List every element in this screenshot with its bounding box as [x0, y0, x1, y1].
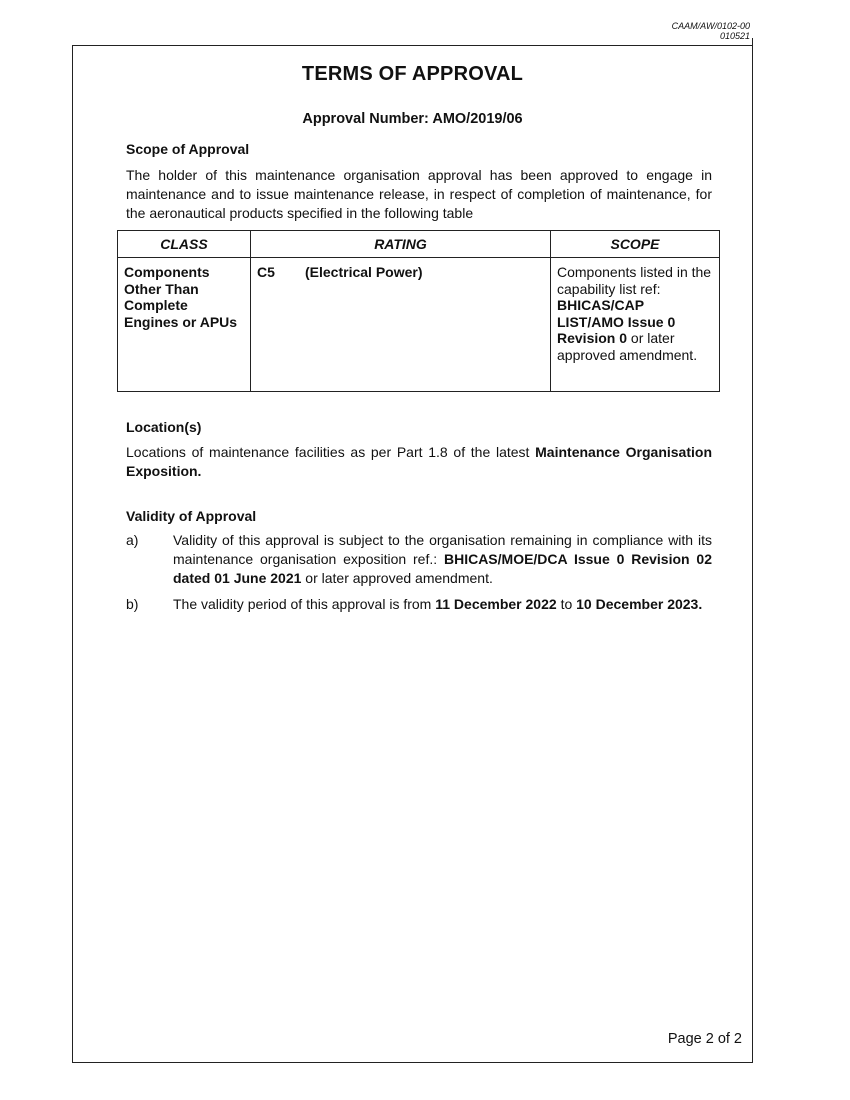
page-frame-bottom: [72, 1062, 753, 1063]
class-line: Engines or APUs: [124, 313, 238, 330]
list-marker: a): [126, 532, 139, 548]
class-line: Other Than: [124, 280, 199, 297]
validity-a-bold: BHICAS/MOE/DCA Issue 0 Revision 02 dated 01 June 2021: [173, 551, 712, 586]
scope-cell-tail: or later approved amendment.: [557, 330, 698, 363]
validity-item-b-text: [173, 595, 712, 614]
rating-code: C5: [257, 264, 275, 280]
validity-a-tail: or later approved amendment.: [305, 570, 493, 586]
page-number: Page 2 of 2: [667, 1031, 742, 1047]
scope-cell-text: Components listed in the capability list ref:: [557, 264, 712, 297]
validity-item-a-text: [173, 531, 712, 588]
approval-number: Approval Number: AMO/2019/06: [302, 111, 523, 127]
locations-heading: Location(s): [126, 419, 202, 435]
rating-description: (Electrical Power): [305, 264, 423, 280]
class-cell: [118, 258, 251, 392]
form-reference-code: CAAM/AW/0102-00: [671, 21, 750, 31]
table-header-row: [118, 231, 720, 258]
validity-heading: Validity of Approval: [126, 508, 257, 524]
form-reference: [672, 21, 750, 41]
scope-heading: Scope of Approval: [126, 141, 250, 157]
page-frame-left: [72, 45, 73, 1063]
validity-a-plain: Validity of this approval is subject to the organisation remaining in compliance with its maintenance organisation exposition ref.:: [173, 532, 712, 567]
locations-text-plain: Locations of maintenance facilities as per Part 1.8 of the latest: [126, 444, 530, 460]
table-row: [118, 258, 720, 392]
validity-b-connector: to: [560, 596, 573, 612]
scope-cell: [551, 258, 720, 392]
validity-date-to: 10 December 2023.: [576, 596, 703, 612]
form-reference-date: 010521: [719, 31, 750, 41]
header-class: CLASS: [118, 231, 251, 258]
document-title: TERMS OF APPROVAL: [301, 63, 524, 85]
header-scope: SCOPE: [551, 231, 720, 258]
locations-text: [126, 443, 712, 481]
validity-date-from: 11 December 2022: [435, 596, 557, 612]
scope-text: The holder of this maintenance organisation approval has been approved to engage in maintenance and to issue maintenance release, in respect of completion of maintenance, for the aeronautical products specified in the following table: [126, 167, 712, 221]
locations-text-bold: Maintenance Organisation Exposition.: [126, 444, 712, 479]
page-frame-right: [752, 38, 753, 1063]
approval-table: [117, 230, 720, 392]
scope-cell-reference: BHICAS/CAP LIST/AMO Issue 0 Revision 0: [557, 297, 676, 346]
rating-cell: [251, 258, 551, 392]
header-rating: RATING: [251, 231, 551, 258]
validity-b-plain: The validity period of this approval is from: [173, 596, 432, 612]
page-frame-top: [72, 45, 753, 46]
class-line: Complete: [124, 297, 188, 313]
list-marker: b): [126, 596, 139, 612]
class-line: Components: [124, 264, 210, 280]
